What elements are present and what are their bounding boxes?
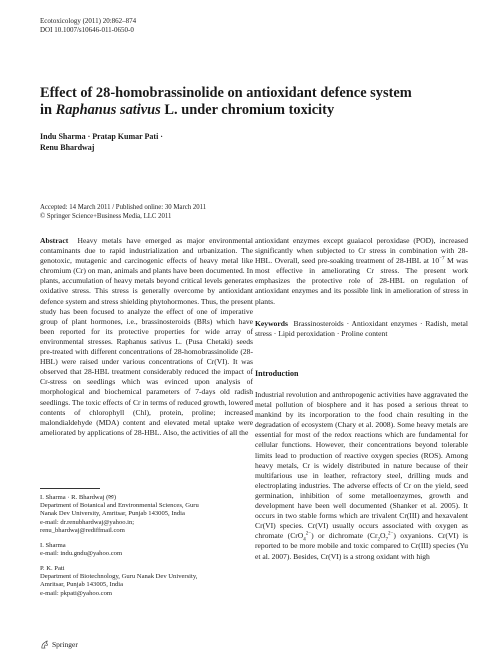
affiliation-1-institution: Nanak Dev University, Amritsar, Punjab 143005, India xyxy=(40,510,185,518)
affiliation-2-email[interactable]: e-mail: indu.gndu@yahoo.com xyxy=(40,550,123,558)
keywords-label: Keywords xyxy=(255,318,288,328)
footnote-rule xyxy=(40,488,100,489)
abstract-column xyxy=(40,236,253,438)
title-species: Raphanus sativus xyxy=(55,101,161,118)
affiliation-2-name: I. Sharma xyxy=(40,542,66,549)
publisher-mark xyxy=(40,640,78,649)
title-line-2-prefix: in xyxy=(40,101,56,118)
title-line-1: Effect of 28-homobrassinolide on antioxidant defence system xyxy=(40,85,412,101)
introduction-heading: Introduction xyxy=(255,369,299,378)
abstract-continued-text-2: M was most effective in ameliorating Cr stress. The present work emphasizes the protective role of 28-HBL on regulation of antioxidant enzymes and its possible link in amelioration of stress in plants. xyxy=(255,256,468,306)
affiliation-1-email-1[interactable]: e-mail: dr.renubhardwaj@yahoo.in; xyxy=(40,518,135,526)
abstract-label: Abstract xyxy=(40,236,69,245)
publisher-name: Springer xyxy=(52,640,78,649)
abstract-continuation-column xyxy=(255,236,468,339)
springer-horse-icon xyxy=(40,640,49,649)
introduction-text xyxy=(255,390,468,562)
abstract-continued xyxy=(255,236,468,307)
affiliation-3-email[interactable]: e-mail: pkpati@yahoo.com xyxy=(40,589,112,597)
affiliation-3-dept: Department of Biotechnology, Guru Nanak Dev University, xyxy=(40,573,198,581)
intro-sup-1: 2− xyxy=(305,531,312,537)
affiliation-3-name: P. K. Pati xyxy=(40,565,65,572)
journal-citation: Ecotoxicology (2011) 20:862–874 xyxy=(40,17,137,25)
affiliation-1-email-2[interactable]: renu_bhardwaj@rediffmail.com xyxy=(40,526,125,534)
intro-sup-2: 2− xyxy=(388,531,394,537)
intro-sub-3: 7 xyxy=(385,537,388,543)
author-list xyxy=(40,131,163,153)
intro-text-1: Industrial revolution and anthropogenic activities have aggravated the metal pollution of biosphere and it has posed a serious threat to mankind by its incorporation to the food chain resulting in the degradation of ecosystem (Chary et al. 2008). Some heavy metals are essential for most of the redox reactions which are fundamental for cellular functions. However, their concentrations beyond tolerable limits lead to production of reactive oxygen species (ROS). Among heavy metals, Cr is widely distributed in nature because of their multifarious use in leather, refractory steel, drilling muds and electroplating industries. The adverse effects of Cr on the yield, seed germination, inhibition of some metalloenzymes, growth and development have been well documented (Shanker et al. 2005). It occurs in two stable forms which are trivalent Cr(III) and hexavalent Cr(VI) species. Cr(VI) usually occurs associated with oxygen as chromate (CrO xyxy=(255,390,468,541)
affiliation-1-dept: Department of Botanical and Environmental Sciences, Guru xyxy=(40,502,199,510)
authors-line-2[interactable]: Renu Bhardwaj xyxy=(40,143,95,152)
affiliation-1 xyxy=(40,494,253,535)
abstract-continued-text: antioxidant enzymes except guaiacol peroxidase (POD), increased significantly when subjected to Cr stress in combination with 28-HBL. Overall, seed pre-soaking treatment of 28-HBL at 10 xyxy=(255,236,468,266)
affiliation-3 xyxy=(40,565,253,598)
copyright-line: © Springer Science+Business Media, LLC 2011 xyxy=(40,213,172,220)
affiliation-2 xyxy=(40,542,253,558)
intro-text-3: O xyxy=(380,531,386,541)
keywords-text: Brassinosteroids · Antioxidant enzymes · Radish, metal stress · Lipid peroxidation · Proline content xyxy=(255,318,469,338)
journal-header xyxy=(40,17,136,35)
affiliation-3-institution: Amritsar, Punjab 143005, India xyxy=(40,581,124,589)
article-title xyxy=(40,85,460,118)
publication-dates xyxy=(40,203,206,221)
accepted-published-dates: Accepted: 14 March 2011 / Published online: 30 March 2011 xyxy=(40,204,207,211)
intro-text-2: ) or dichromate (Cr xyxy=(311,531,378,541)
keywords xyxy=(255,319,468,339)
intro-text-4: ) oxyanions. Cr(VI) is reported to be more mobile and toxic compared to Cr(III) species (Yu et al. 2007). Besides, Cr(VI) is a strong oxidant with high xyxy=(255,531,468,561)
intro-sub-2: 2 xyxy=(377,537,381,543)
authors-line-1[interactable]: Indu Sharma · Pratap Kumar Pati · xyxy=(40,132,163,141)
intro-sub-1: 4 xyxy=(303,537,306,543)
abstract-text: Heavy metals have emerged as major environmental contaminants due to rapid industrialization and urbanization. The genotoxic, mutagenic and carcinogenic effects of heavy metal like chromium (Cr) on man, animals and plants have been documented. In plants, accumulation of heavy metals beyond critical levels generates oxidative stress. This stress is generally overcome by antioxidant defence system and stress shielding phytohormones. Thus, the present study has been focused to analyze the effect of one of imperative group of plant hormones, i.e., brassinosteroids (BRs) which have been reported for its protective properties for wide array of environmental stresses. Raphanus sativus L. (Pusa Chetaki) seeds pre-treated with different concentrations of 28-homobrassinolide (28-HBL) were raised under various concentrations of Cr(VI). It was observed that 28-HBL treatment considerably reduced the impact of Cr-stress on seedlings which was evinced upon analysis of morphological and biochemical parameters of 7-days old radish seedlings. The toxic effects of Cr in terms of reduced growth, lowered contents of chlorophyll (Chl), protein, proline; increased malondialdehyde (MDA) content and elevated metal uptake were ameliorated by applications of 28-HBL. Also, the activities of all the xyxy=(40,236,253,437)
concentration-exponent: −7 xyxy=(439,256,445,262)
doi[interactable]: DOI 10.1007/s10646-011-0650-0 xyxy=(40,26,134,34)
introduction-column xyxy=(255,390,468,562)
affiliation-1-names: I. Sharma · R. Bhardwaj (✉) xyxy=(40,494,117,501)
abstract xyxy=(40,236,253,438)
title-line-2-suffix: L. under chromium toxicity xyxy=(160,101,335,118)
